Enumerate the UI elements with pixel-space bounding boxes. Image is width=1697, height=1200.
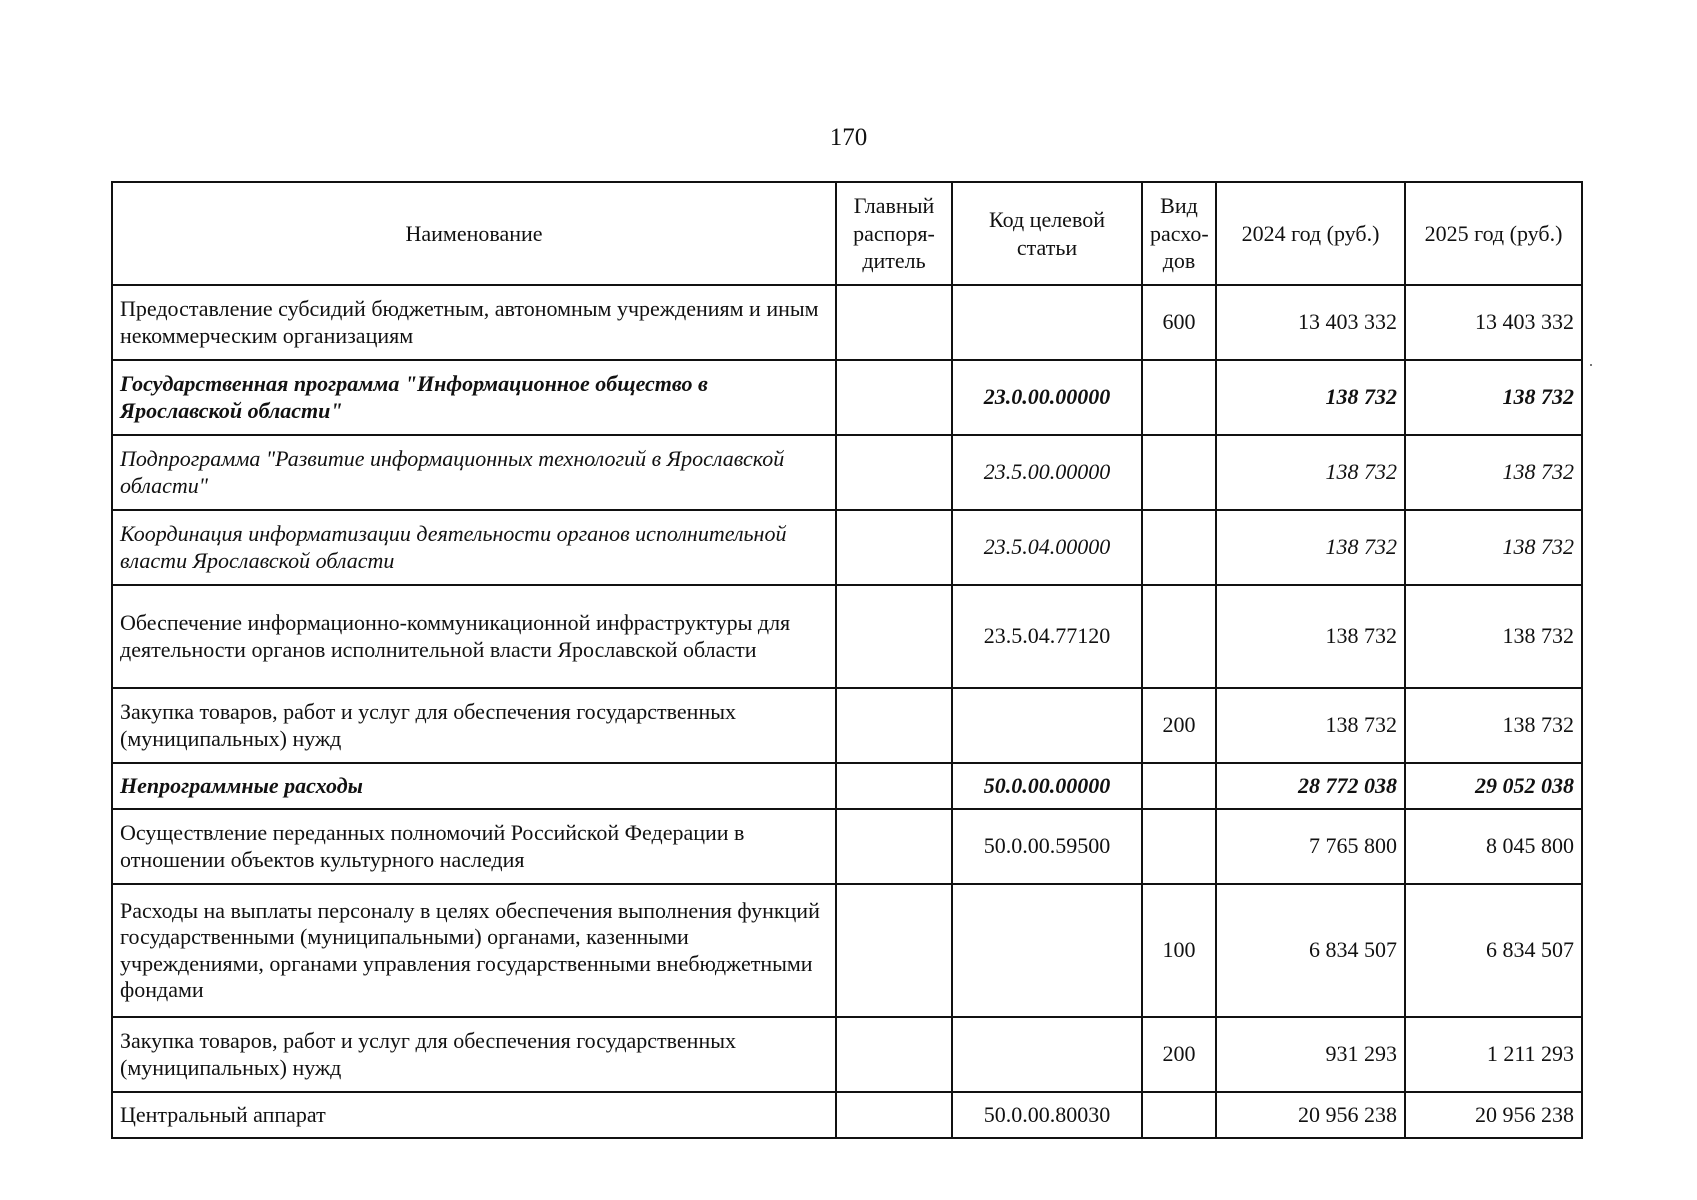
table-row [112, 1092, 1582, 1138]
scan-speck [1590, 364, 1592, 366]
table-row [112, 585, 1582, 688]
cell-year-2024: 138 732 [1216, 510, 1405, 585]
cell-expense-type: 100 [1142, 884, 1216, 1017]
cell-manager [836, 884, 952, 1017]
cell-expense-type [1142, 510, 1216, 585]
cell-manager [836, 360, 952, 435]
cell-code: 50.0.00.59500 [952, 809, 1142, 884]
cell-code [952, 1017, 1142, 1092]
cell-code: 23.0.00.00000 [952, 360, 1142, 435]
cell-code: 23.5.04.77120 [952, 585, 1142, 688]
cell-expense-type: 200 [1142, 1017, 1216, 1092]
cell-year-2024: 931 293 [1216, 1017, 1405, 1092]
cell-expense-type [1142, 585, 1216, 688]
cell-year-2025: 20 956 238 [1405, 1092, 1582, 1138]
table-header [112, 182, 1582, 285]
cell-manager [836, 1017, 952, 1092]
cell-code: 23.5.00.00000 [952, 435, 1142, 510]
table-row [112, 809, 1582, 884]
budget-table [111, 181, 1583, 1139]
header-row [112, 182, 1582, 285]
header-expense-type: Вид расхо-дов [1142, 182, 1216, 285]
cell-code: 50.0.00.80030 [952, 1092, 1142, 1138]
cell-name: Обеспечение информационно-коммуникационной инфраструктуры для деятельности органов исполнительной власти Ярославской области [112, 585, 836, 688]
table-row [112, 435, 1582, 510]
table-row [112, 763, 1582, 809]
header-name: Наименование [112, 182, 836, 285]
table-row [112, 285, 1582, 360]
cell-year-2024: 28 772 038 [1216, 763, 1405, 809]
cell-code: 23.5.04.00000 [952, 510, 1142, 585]
cell-year-2025: 138 732 [1405, 435, 1582, 510]
table-row [112, 510, 1582, 585]
cell-manager [836, 1092, 952, 1138]
cell-manager [836, 510, 952, 585]
cell-year-2024: 7 765 800 [1216, 809, 1405, 884]
cell-manager [836, 763, 952, 809]
cell-expense-type: 200 [1142, 688, 1216, 763]
cell-manager [836, 809, 952, 884]
cell-expense-type [1142, 809, 1216, 884]
cell-year-2025: 1 211 293 [1405, 1017, 1582, 1092]
cell-code [952, 884, 1142, 1017]
cell-manager [836, 688, 952, 763]
cell-year-2024: 138 732 [1216, 360, 1405, 435]
cell-year-2025: 13 403 332 [1405, 285, 1582, 360]
header-code: Код целевой статьи [952, 182, 1142, 285]
cell-manager [836, 285, 952, 360]
table-row [112, 688, 1582, 763]
header-manager: Главный распоря-дитель [836, 182, 952, 285]
cell-year-2025: 138 732 [1405, 688, 1582, 763]
cell-name: Расходы на выплаты персоналу в целях обеспечения выполнения функций государственными (муниципальными) органами, казенными учреждениями, органами управления государственными внебюджетными фондами [112, 884, 836, 1017]
cell-year-2024: 20 956 238 [1216, 1092, 1405, 1138]
cell-year-2025: 8 045 800 [1405, 809, 1582, 884]
table-row [112, 360, 1582, 435]
cell-code [952, 285, 1142, 360]
cell-year-2025: 138 732 [1405, 510, 1582, 585]
cell-year-2024: 138 732 [1216, 585, 1405, 688]
cell-year-2025: 6 834 507 [1405, 884, 1582, 1017]
table-body [112, 285, 1582, 1138]
header-year-2024: 2024 год (руб.) [1216, 182, 1405, 285]
table-row [112, 884, 1582, 1017]
cell-year-2024: 6 834 507 [1216, 884, 1405, 1017]
cell-expense-type: 600 [1142, 285, 1216, 360]
header-year-2025: 2025 год (руб.) [1405, 182, 1582, 285]
cell-manager [836, 435, 952, 510]
cell-year-2025: 138 732 [1405, 585, 1582, 688]
cell-code [952, 688, 1142, 763]
cell-name: Предоставление субсидий бюджетным, автономным учреждениям и иным некоммерческим организациям [112, 285, 836, 360]
cell-name: Координация информатизации деятельности органов исполнительной власти Ярославской области [112, 510, 836, 585]
cell-name: Закупка товаров, работ и услуг для обеспечения государственных (муниципальных) нужд [112, 1017, 836, 1092]
cell-expense-type [1142, 763, 1216, 809]
cell-name: Непрограммные расходы [112, 763, 836, 809]
cell-expense-type [1142, 435, 1216, 510]
cell-name: Закупка товаров, работ и услуг для обеспечения государственных (муниципальных) нужд [112, 688, 836, 763]
cell-year-2024: 138 732 [1216, 688, 1405, 763]
cell-manager [836, 585, 952, 688]
cell-code: 50.0.00.00000 [952, 763, 1142, 809]
cell-expense-type [1142, 360, 1216, 435]
cell-name: Подпрограмма "Развитие информационных технологий в Ярославской области" [112, 435, 836, 510]
cell-year-2024: 138 732 [1216, 435, 1405, 510]
cell-name: Государственная программа "Информационное общество в Ярославской области" [112, 360, 836, 435]
table-row [112, 1017, 1582, 1092]
cell-name: Осуществление переданных полномочий Российской Федерации в отношении объектов культурного наследия [112, 809, 836, 884]
cell-year-2024: 13 403 332 [1216, 285, 1405, 360]
cell-year-2025: 138 732 [1405, 360, 1582, 435]
cell-expense-type [1142, 1092, 1216, 1138]
cell-year-2025: 29 052 038 [1405, 763, 1582, 809]
cell-name: Центральный аппарат [112, 1092, 836, 1138]
page-number: 170 [829, 124, 868, 151]
